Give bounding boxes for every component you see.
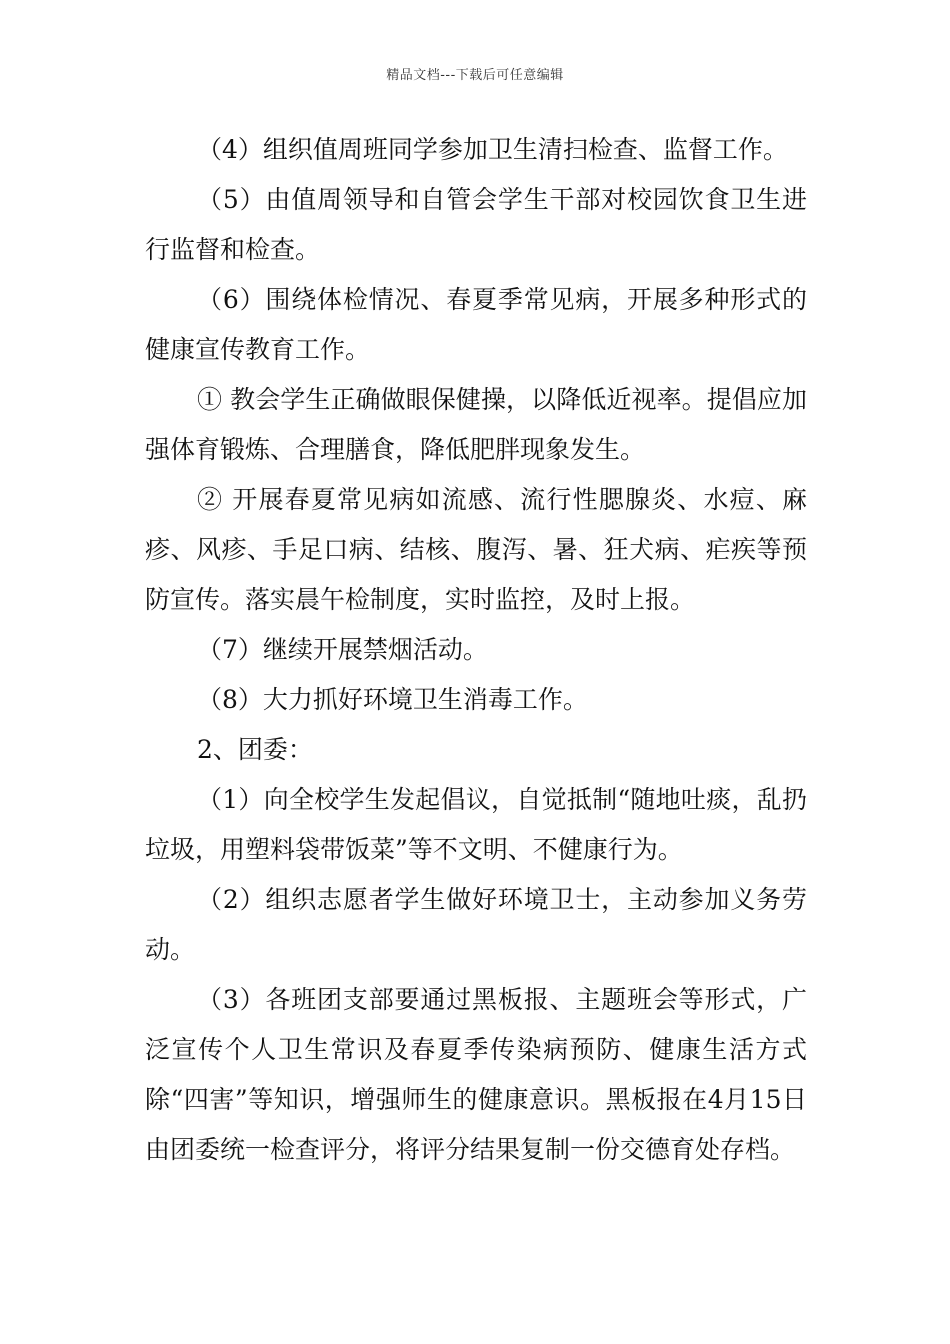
paragraph-league-item-1: （1）向全校学生发起倡议，自觉抵制“随地吐痰，乱扔垃圾，用塑料袋带饭菜”等不文明、不健康行为。 xyxy=(145,785,807,864)
paragraph-subitem-2: ② 开展春夏常见病如流感、流行性腮腺炎、水痘、麻疹、风疹、手足口病、结核、腹泻、暑、狂犬病、疟疾等预防宣传。落实晨午检制度，实时监控，及时上报。 xyxy=(145,485,807,614)
paragraph-item-6: （6）围绕体检情况、春夏季常见病，开展多种形式的健康宣传教育工作。 xyxy=(145,285,807,364)
paragraph-item-8: （8）大力抓好环境卫生消毒工作。 xyxy=(197,685,588,714)
paragraph-item-7: （7）继续开展禁烟活动。 xyxy=(197,635,488,664)
paragraph-item-4: （4）组织值周班同学参加卫生清扫检查、监督工作。 xyxy=(197,135,788,164)
paragraph-league-item-2: （2）组织志愿者学生做好环境卫士，主动参加义务劳动。 xyxy=(145,885,807,964)
page-header: 精品文档---下载后可任意编辑 xyxy=(386,68,564,83)
paragraph-league-item-3: （3）各班团支部要通过黑板报、主题班会等形式，广泛宣传个人卫生常识及春夏季传染病预防、健康生活方式除“四害”等知识，增强师生的健康意识。黑板报在4月15日由团委统一检查评分，将评分结果复制一份交德育处存档。 xyxy=(145,985,807,1164)
paragraph-item-5: （5）由值周领导和自管会学生干部对校园饮食卫生进行监督和检查。 xyxy=(145,185,807,264)
document-body xyxy=(145,125,807,1175)
section-heading-youth-league: 2、团委： xyxy=(197,735,313,764)
paragraph-subitem-1: ① 教会学生正确做眼保健操，以降低近视率。提倡应加强体育锻炼、合理膳食，降低肥胖现象发生。 xyxy=(145,385,807,464)
